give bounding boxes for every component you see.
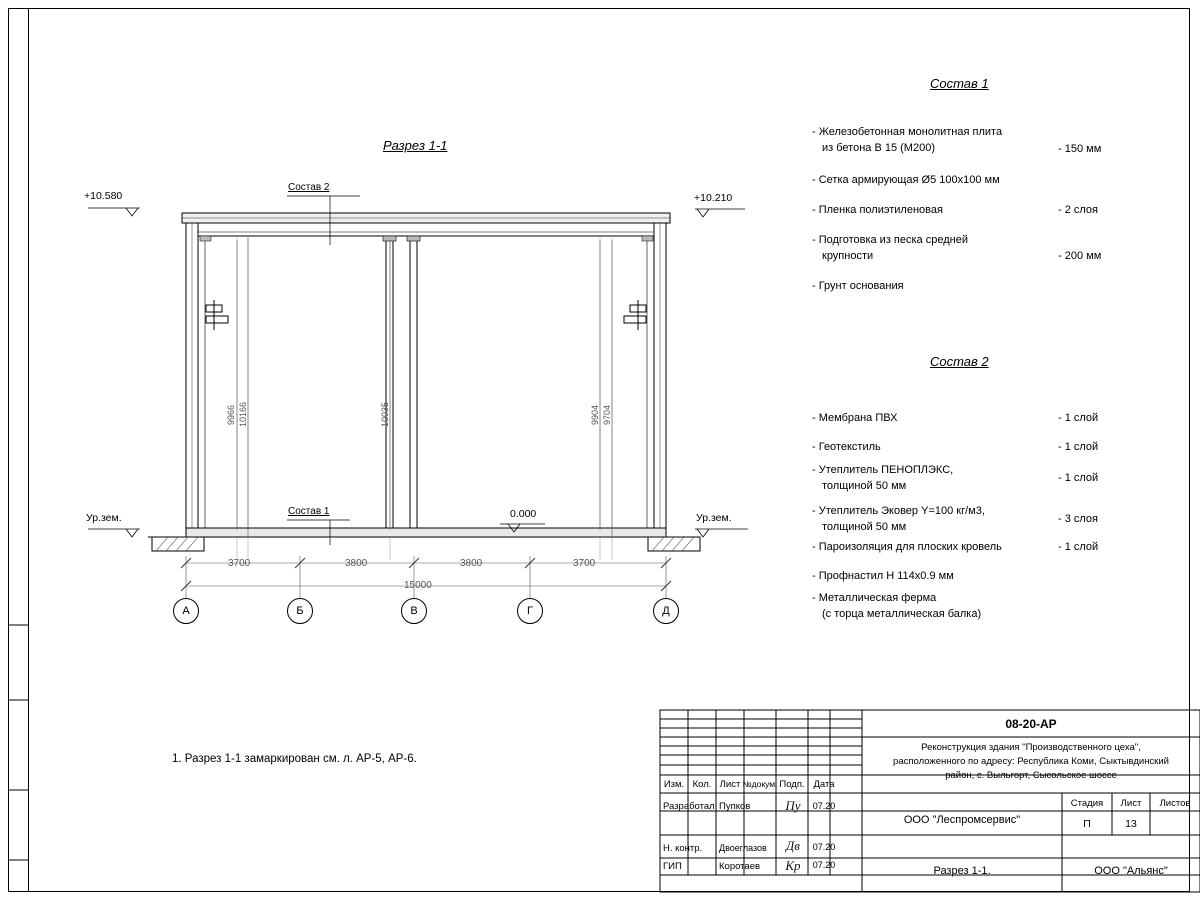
title-block-object-line2: расположенного по адресу: Республика Коми, Сыктывдинский (893, 756, 1169, 767)
title-block-name-1: Пупков (719, 800, 751, 812)
title-block-org: ООО "Альянс" (1094, 865, 1168, 877)
title-block-name-3: Коротаев (719, 860, 761, 872)
title-block-header-izm: Изм. (663, 778, 685, 790)
title-block-header-nodoc: №докум. (742, 779, 778, 789)
horizontal-dim-3: 3800 (460, 558, 483, 569)
composition-2-item-5-value: - 1 слой (1058, 541, 1099, 553)
title-block-sheets-value (1150, 812, 1200, 836)
level-mark-top-left: +10.580 (84, 190, 123, 202)
title-block-signature-3: Кр (785, 858, 801, 873)
title-block-role-1: Разработал (663, 800, 715, 812)
composition-2-item-4-value: - 3 слоя (1058, 513, 1099, 525)
title-block-stage-header: Стадия (1070, 797, 1104, 809)
vertical-dim-5: 9704 (602, 405, 612, 426)
title-block-sheets-header: Листов (1159, 797, 1191, 809)
title-block-company: ООО "Леспромсервис" (903, 814, 1021, 826)
title-block-stage-value: П (1083, 818, 1091, 830)
title-block-header-data: Дата (813, 778, 835, 790)
composition-2-item-1-value: - 1 слой (1058, 412, 1099, 424)
composition-2-item-7-line1: - Металлическая ферма (812, 592, 937, 604)
sheet-note: 1. Разрез 1-1 замаркирован см. л. АР-5, АР-6. (172, 753, 417, 765)
title-block-object-line3: район, с. Выльгорт, Сысольское шоссе (945, 770, 1117, 781)
axis-bubble-v: В (401, 598, 427, 624)
axis-bubble-b: Б (287, 598, 313, 624)
title-block-list-value: 13 (1125, 818, 1137, 830)
level-mark-zero: 0.000 (510, 508, 537, 520)
level-mark-top-right: +10.210 (694, 192, 733, 204)
vertical-dim-2: 10166 (238, 402, 248, 428)
composition-2-item-2-line1: - Геотекстиль (812, 441, 881, 453)
title-block-list-header: Лист (1120, 797, 1142, 809)
horizontal-dim-4: 3700 (573, 558, 596, 569)
composition-1-item-3-value: - 2 слоя (1058, 204, 1099, 216)
title-block-role-3: ГИП (663, 860, 682, 872)
title-block-role-2: Н. контр. (663, 842, 703, 854)
composition-2-item-3-line2: толщиной 50 мм (822, 480, 907, 492)
composition-1-item-4-line1: - Подготовка из песка средней (812, 234, 968, 246)
composition-2-item-3-line1: - Утеплитель ПЕНОПЛЭКС, (812, 464, 954, 476)
callout-composition-2: Состав 2 (288, 182, 330, 193)
title-block-date-1: 07.20 (812, 801, 836, 811)
composition-1-item-2-line1: - Сетка армирующая Ø5 100х100 мм (812, 174, 1000, 186)
title-block (660, 710, 1200, 892)
callout-composition-1: Состав 1 (288, 506, 330, 517)
horizontal-dim-total: 15000 (404, 580, 432, 591)
composition-2-item-5-line1: - Пароизоляция для плоских кровель (812, 541, 1002, 553)
horizontal-dim-2: 3800 (345, 558, 368, 569)
title-block-signature-1: Пу (785, 798, 801, 813)
axis-bubble-d: Д (653, 598, 679, 624)
composition-2-item-4-line1: - Утеплитель Эковер Y=100 кг/м3, (812, 505, 985, 517)
axis-bubble-g: Г (517, 598, 543, 624)
title-block-object-line1: Реконструкция здания "Производственного цеха", (921, 742, 1141, 753)
ground-level-left: Ур.зем. (86, 512, 122, 524)
title-block-header-kol: Кол. (692, 778, 712, 790)
title-block-sheet-title: Разрез 1-1. (933, 865, 991, 877)
composition-2-item-4-line2: толщиной 50 мм (822, 521, 907, 533)
composition-2-item-6-line1: - Профнастил Н 114х0.9 мм (812, 570, 954, 582)
composition-1-title: Состав 1 (930, 76, 989, 91)
title-block-header-list: Лист (719, 778, 741, 790)
vertical-dim-4: 9904 (590, 405, 600, 426)
horizontal-dim-1: 3700 (228, 558, 251, 569)
title-block-code: 08-20-АР (1005, 716, 1057, 731)
vertical-dim-3: 10035 (380, 402, 390, 428)
title-block-date-3: 07.20 (812, 860, 836, 870)
composition-1-item-3-line1: - Пленка полиэтиленовая (812, 204, 943, 216)
composition-1-item-1-line2: из бетона В 15 (М200) (822, 142, 935, 154)
composition-1-item-1-line1: - Железобетонная монолитная плита (812, 126, 1003, 138)
composition-1-item-5-line1: - Грунт основания (812, 280, 904, 292)
composition-2-item-3-value: - 1 слой (1058, 472, 1099, 484)
composition-2-item-7-line2: (с торца металлическая балка) (822, 608, 982, 620)
composition-2-item-2-value: - 1 слой (1058, 441, 1099, 453)
section-drawing-title: Разрез 1-1 (383, 138, 448, 153)
composition-1-item-4-value: - 200 мм (1058, 250, 1102, 262)
composition-1-item-1-value: - 150 мм (1058, 143, 1102, 155)
axis-bubble-a: А (173, 598, 199, 624)
title-block-name-2: Двоеглазов (719, 843, 767, 853)
title-block-header-podp: Подп. (779, 778, 805, 790)
composition-1-item-4-line2: крупности (822, 250, 874, 262)
composition-2-title: Состав 2 (930, 354, 989, 369)
composition-2-item-1-line1: - Мембрана ПВХ (812, 412, 898, 424)
title-block-date-2: 07.20 (812, 842, 836, 852)
vertical-dim-1: 9966 (226, 405, 236, 426)
title-block-signature-2: Дв (786, 838, 800, 853)
ground-level-right: Ур.зем. (696, 512, 732, 524)
